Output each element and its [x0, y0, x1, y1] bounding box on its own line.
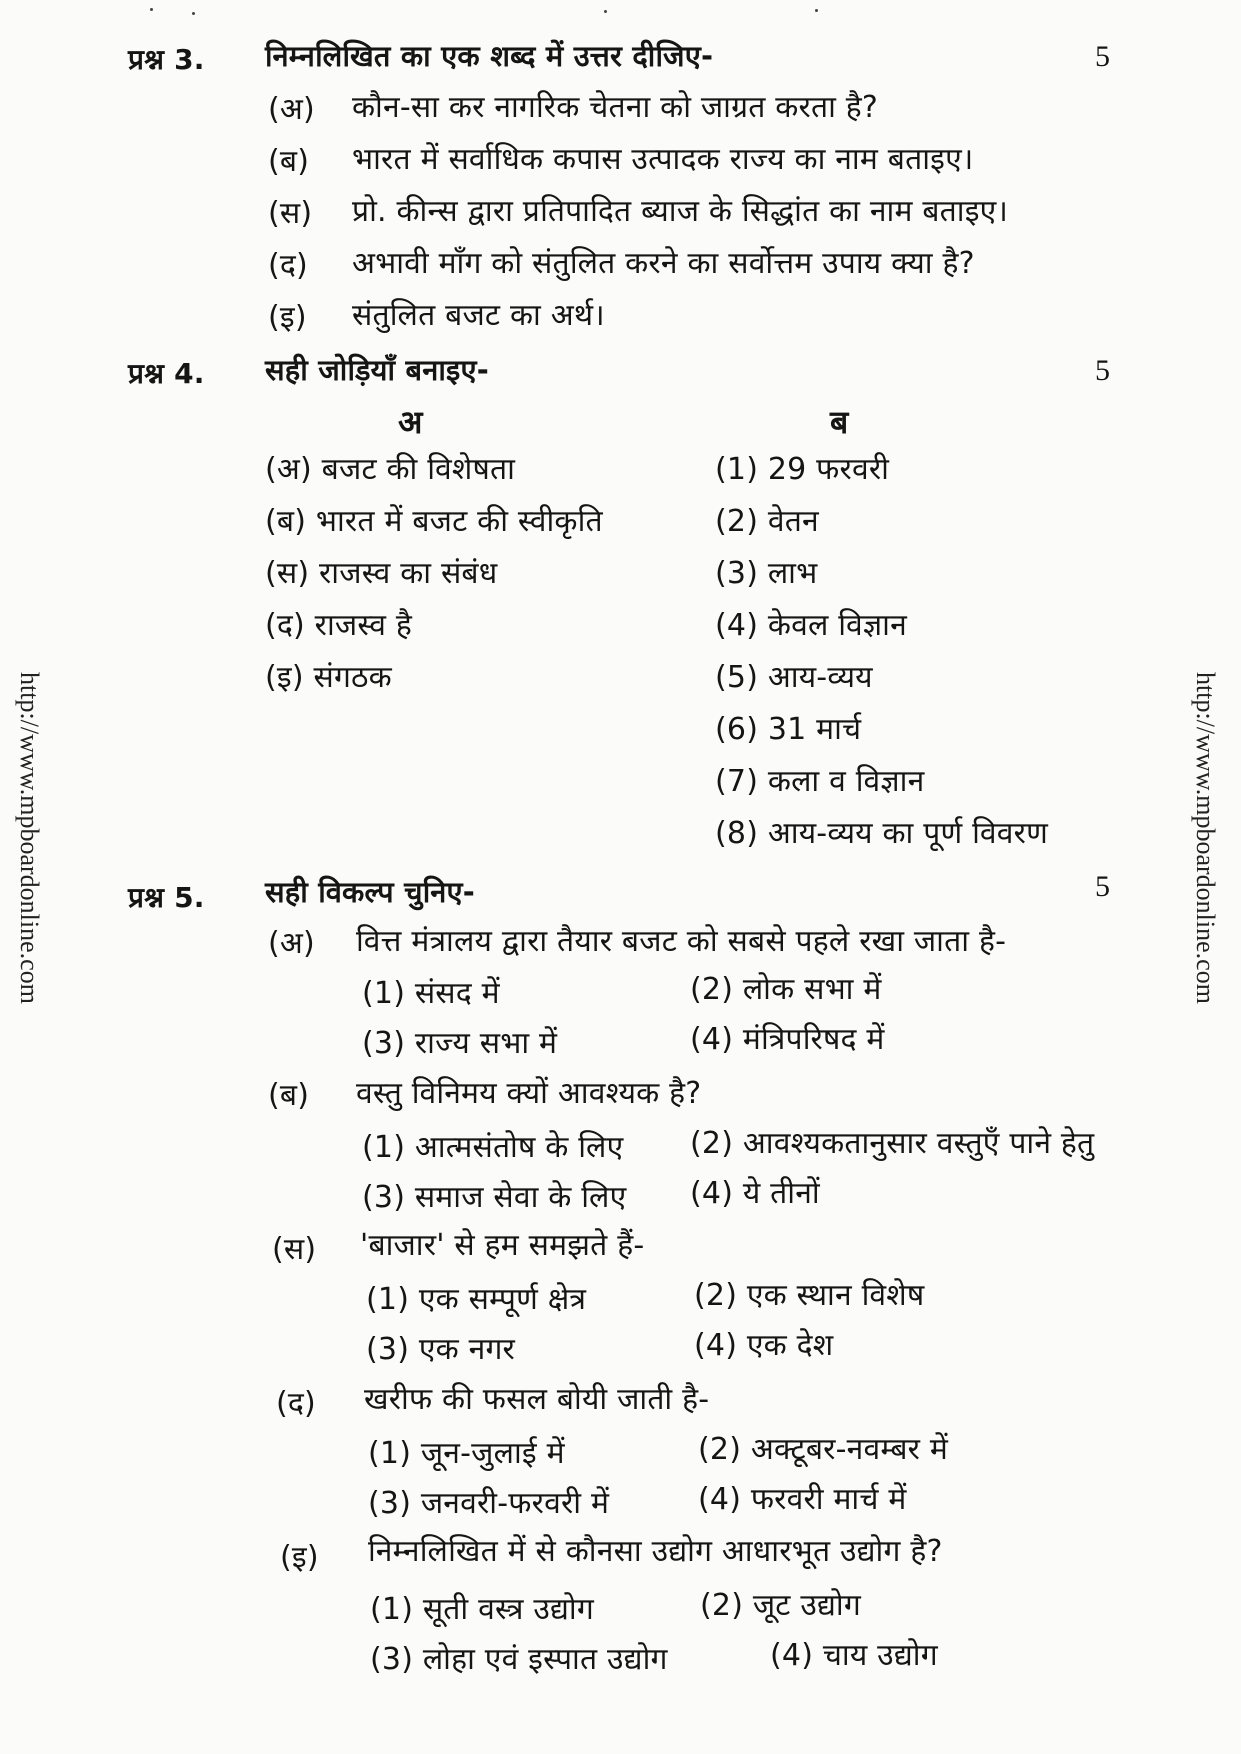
q3-item-text: अभावी माँग को संतुलित करने का सर्वोत्तम उपाय क्या है? — [352, 246, 975, 281]
q4-title: सही जोड़ियाँ बनाइए- — [265, 353, 489, 387]
q5-item-label: (द) — [276, 1386, 316, 1421]
q3-item-text: प्रो. कीन्स द्वारा प्रतिपादित ब्याज के सिद्धांत का नाम बताइए। — [352, 194, 1009, 229]
q4-number: प्रश्न 4. — [128, 357, 205, 390]
q5-item-text: निम्नलिखित में से कौनसा उद्योग आधारभूत उद्योग है? — [368, 1534, 943, 1569]
q5-option: (4) चाय उद्योग — [770, 1638, 938, 1673]
q3-item-text: संतुलित बजट का अर्थ। — [352, 298, 605, 333]
q5-option: (3) लोहा एवं इस्पात उद्योग — [370, 1642, 668, 1677]
q5-option: (2) अक्टूबर-नवम्बर में — [698, 1432, 949, 1467]
q3-item-label: (इ) — [268, 300, 307, 335]
q3-item-text: कौन-सा कर नागरिक चेतना को जाग्रत करता है? — [352, 90, 879, 125]
q4-column-a-item: (अ) बजट की विशेषता — [265, 452, 516, 487]
q5-option: (1) संसद में — [362, 976, 500, 1011]
q5-option: (2) आवश्यकतानुसार वस्तुएँ पाने हेतु — [690, 1126, 1095, 1161]
q4-column-b-heading: ब — [830, 403, 849, 441]
q3-item-label: (स) — [268, 196, 313, 231]
q5-option: (1) जून-जुलाई में — [368, 1436, 565, 1471]
q5-option: (4) एक देश — [694, 1328, 834, 1363]
q5-option: (3) एक नगर — [366, 1332, 516, 1367]
q4-column-a-item: (स) राजस्व का संबंध — [265, 556, 498, 591]
q5-option: (4) मंत्रिपरिषद में — [690, 1022, 885, 1057]
q4-column-a-heading: अ — [398, 403, 423, 441]
q5-option: (3) समाज सेवा के लिए — [362, 1180, 627, 1215]
q4-column-b-item: (4) केवल विज्ञान — [715, 608, 907, 643]
q3-item-text: भारत में सर्वाधिक कपास उत्पादक राज्य का नाम बताइए। — [352, 142, 974, 177]
q3-item-label: (ब) — [268, 144, 310, 179]
q4-column-a-item: (इ) संगठक — [265, 660, 392, 695]
q4-column-b-item: (1) 29 फरवरी — [715, 452, 890, 487]
q3-marks: 5 — [1095, 40, 1110, 73]
q5-option: (2) लोक सभा में — [690, 972, 882, 1007]
watermark-right: http://www.mpboardonline.com — [1191, 672, 1220, 1004]
q5-item-label: (स) — [272, 1232, 317, 1267]
q3-item-label: (अ) — [268, 92, 315, 127]
q5-option: (1) आत्मसंतोष के लिए — [362, 1130, 624, 1165]
q4-column-b-item: (3) लाभ — [715, 556, 818, 591]
q5-option: (4) ये तीनों — [690, 1176, 820, 1211]
scan-speck — [192, 12, 195, 15]
q3-title: निम्नलिखित का एक शब्द में उत्तर दीजिए- — [265, 39, 714, 73]
scan-speck — [815, 9, 818, 12]
q5-option: (3) राज्य सभा में — [362, 1026, 558, 1061]
q5-option: (2) एक स्थान विशेष — [694, 1278, 925, 1313]
q5-option: (3) जनवरी-फरवरी में — [368, 1486, 610, 1521]
q4-marks: 5 — [1095, 354, 1110, 387]
q4-column-a-item: (ब) भारत में बजट की स्वीकृति — [265, 504, 603, 539]
watermark-left: http://www.mpboardonline.com — [15, 672, 44, 1004]
q4-column-b-item: (8) आय-व्यय का पूर्ण विवरण — [715, 816, 1049, 851]
q5-item-label: (अ) — [268, 926, 315, 961]
q5-marks: 5 — [1095, 870, 1110, 903]
q5-option: (1) एक सम्पूर्ण क्षेत्र — [366, 1282, 587, 1317]
q5-item-text: वस्तु विनिमय क्यों आवश्यक है? — [356, 1076, 702, 1111]
q5-number: प्रश्न 5. — [128, 881, 205, 914]
q5-option: (1) सूती वस्त्र उद्योग — [370, 1592, 594, 1627]
scan-speck — [150, 8, 153, 11]
scan-speck — [604, 10, 607, 13]
q5-title: सही विकल्प चुनिए- — [265, 875, 476, 909]
q5-option: (4) फरवरी मार्च में — [698, 1482, 907, 1517]
q5-item-label: (इ) — [280, 1540, 319, 1575]
q4-column-b-item: (6) 31 मार्च — [715, 712, 862, 747]
q4-column-b-item: (7) कला व विज्ञान — [715, 764, 925, 799]
q5-item-text: 'बाजार' से हम समझते हैं- — [360, 1228, 645, 1263]
q5-item-text: वित्त मंत्रालय द्वारा तैयार बजट को सबसे पहले रखा जाता है- — [356, 924, 1007, 959]
q4-column-a-item: (द) राजस्व है — [265, 608, 412, 643]
q5-item-text: खरीफ की फसल बोयी जाती है- — [364, 1382, 710, 1417]
q4-column-b-item: (2) वेतन — [715, 504, 819, 539]
q4-column-b-item: (5) आय-व्यय — [715, 660, 873, 695]
q5-option: (2) जूट उद्योग — [700, 1588, 861, 1623]
q3-number: प्रश्न 3. — [128, 43, 205, 76]
q5-item-label: (ब) — [268, 1078, 310, 1113]
q3-item-label: (द) — [268, 248, 308, 283]
